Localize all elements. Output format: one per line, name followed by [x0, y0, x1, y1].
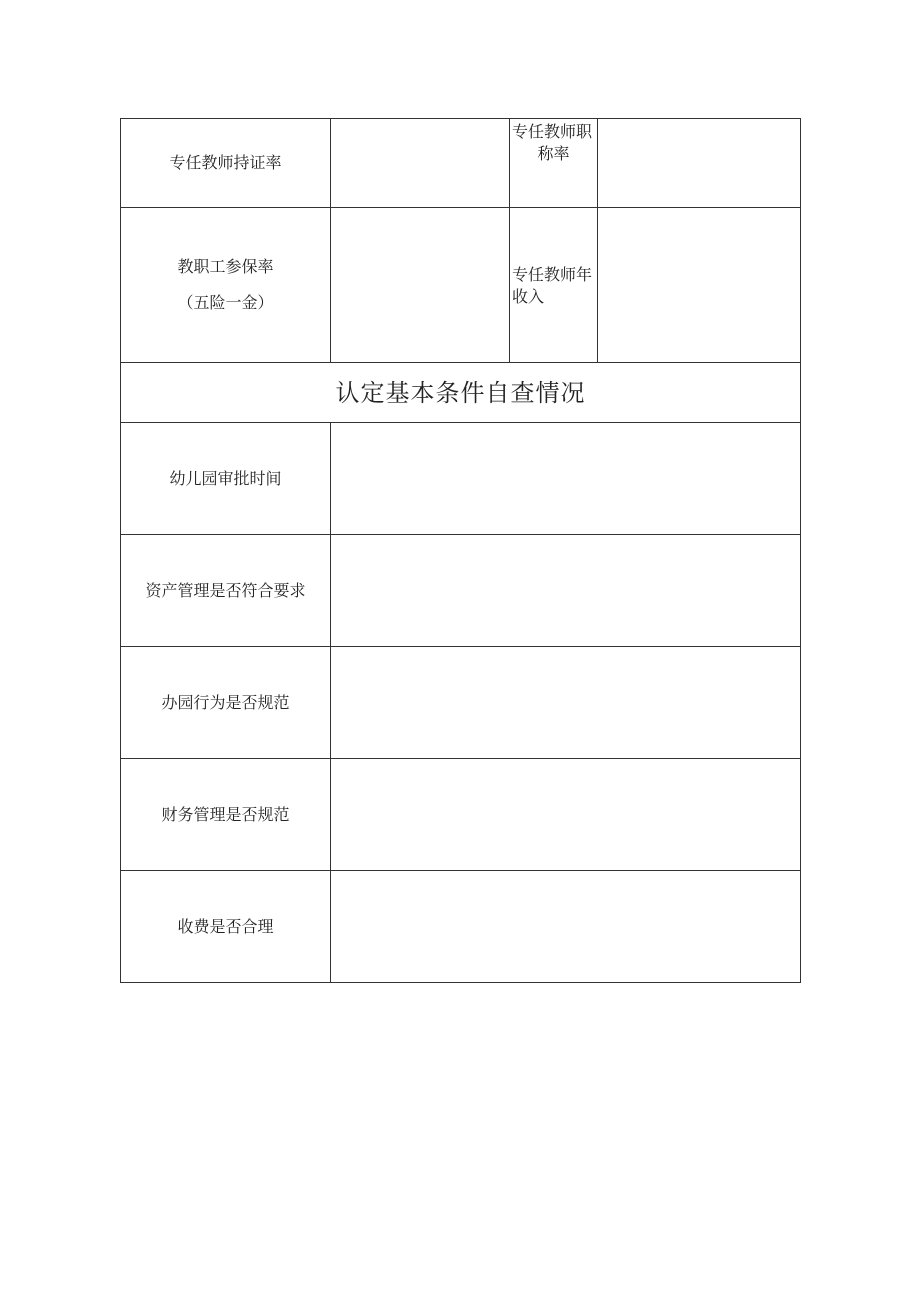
financial-management-value[interactable] [331, 759, 801, 871]
title-rate-label-line2: 称率 [537, 144, 570, 163]
asset-management-label: 资产管理是否符合要求 [121, 535, 331, 647]
fee-reasonable-label: 收费是否合理 [121, 871, 331, 983]
annual-income-label-line1: 专任教师年 [512, 265, 593, 284]
certification-rate-label: 专任教师持证率 [121, 119, 331, 208]
annual-income-label-line2: 收入 [512, 287, 545, 306]
insurance-rate-value[interactable] [331, 208, 510, 363]
insurance-rate-label [121, 208, 331, 363]
table-row [121, 871, 801, 983]
title-rate-label [510, 119, 598, 208]
asset-management-value[interactable] [331, 535, 801, 647]
self-check-form-table [120, 118, 801, 983]
annual-income-value[interactable] [598, 208, 801, 363]
operation-conduct-label: 办园行为是否规范 [121, 647, 331, 759]
table-row [121, 423, 801, 535]
title-rate-value[interactable] [598, 119, 801, 208]
row-section-header [121, 363, 801, 423]
section-title: 认定基本条件自查情况 [121, 363, 801, 423]
approval-time-value[interactable] [331, 423, 801, 535]
table-row [121, 759, 801, 871]
table-row [121, 647, 801, 759]
insurance-rate-label-line2: （五险一金） [177, 293, 274, 312]
title-rate-label-line1: 专任教师职 [512, 122, 593, 141]
certification-rate-value[interactable] [331, 119, 510, 208]
table-row [121, 535, 801, 647]
annual-income-label [510, 208, 598, 363]
insurance-rate-label-line1: 教职工参保率 [177, 257, 274, 276]
fee-reasonable-value[interactable] [331, 871, 801, 983]
operation-conduct-value[interactable] [331, 647, 801, 759]
approval-time-label: 幼儿园审批时间 [121, 423, 331, 535]
row-certification-rate [121, 119, 801, 208]
row-insurance-rate [121, 208, 801, 363]
financial-management-label: 财务管理是否规范 [121, 759, 331, 871]
